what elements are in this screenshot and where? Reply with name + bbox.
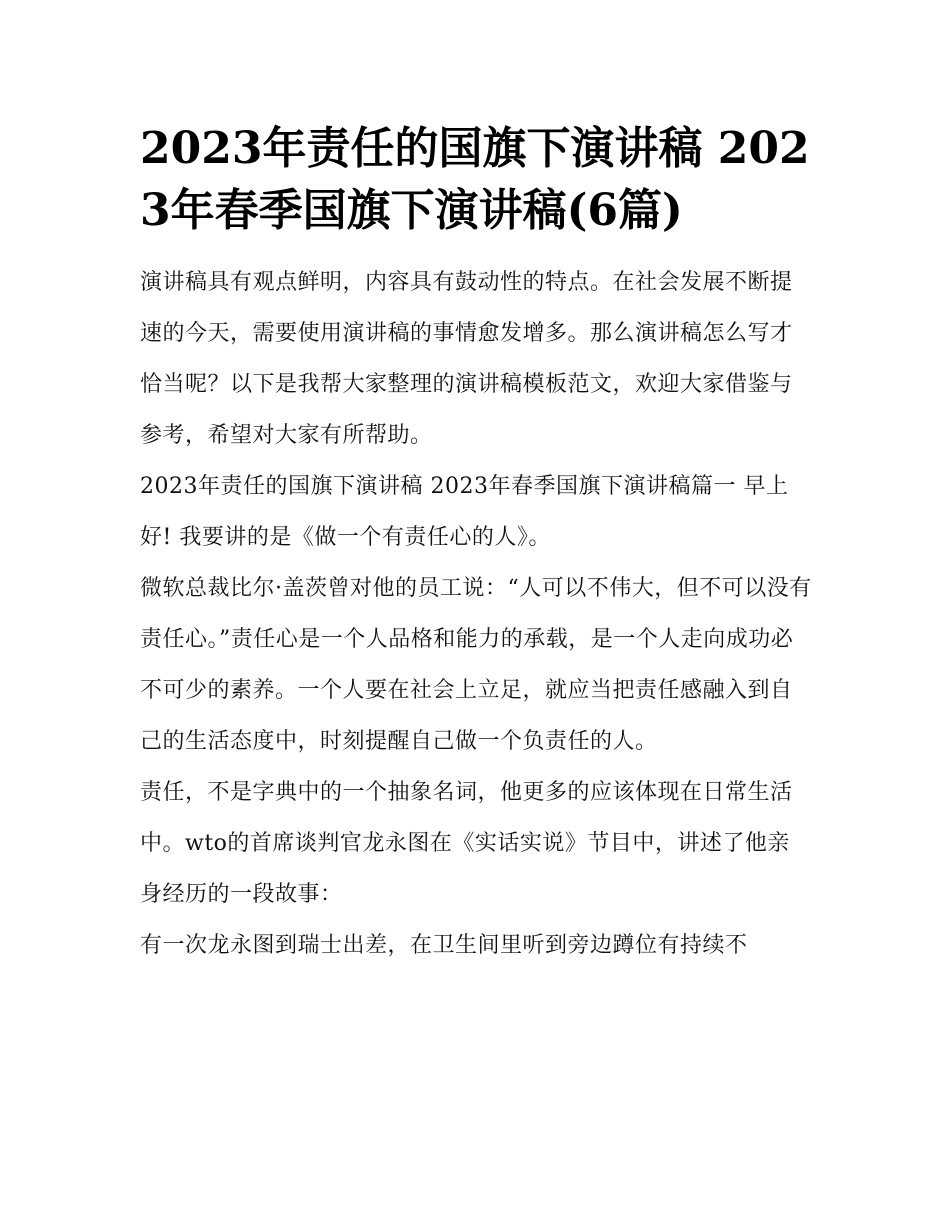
document-page	[140, 118, 812, 971]
paragraph-opening: 2023年责任的国旗下演讲稿 2023年春季国旗下演讲稿篇一 早上好! 我要讲的是《做一个有责任心的人》。	[140, 474, 789, 550]
paragraph-intro: 演讲稿具有观点鲜明，内容具有鼓动性的特点。在社会发展不断提速的今天，需要使用演讲稿的事情愈发增多。那么演讲稿怎么写才恰当呢？以下是我帮大家整理的演讲稿模板范文，欢迎大家借鉴与参考，希望对大家有所帮助。	[140, 270, 793, 448]
paragraph-responsibility: 责任，不是字典中的一个抽象名词，他更多的应该体现在日常生活中。wto的首席谈判官龙永图在《实话实说》节目中，讲述了他亲身经历的一段故事：	[140, 780, 793, 907]
paragraph-gates-quote: 微软总裁比尔·盖茨曾对他的员工说：“人可以不伟大，但不可以没有责任心。”责任心是一个人品格和能力的承载，是一个人走向成功必不可少的素养。一个人要在社会上立足，就应当把责任感融入到自己的生活态度中，时刻提醒自己做一个负责任的人。	[140, 576, 812, 754]
document-title: 2023年责任的国旗下演讲稿 2023年春季国旗下演讲稿(6篇)	[140, 123, 810, 236]
paragraph-story: 有一次龙永图到瑞士出差，在卫生间里听到旁边蹲位有持续不	[140, 933, 748, 958]
